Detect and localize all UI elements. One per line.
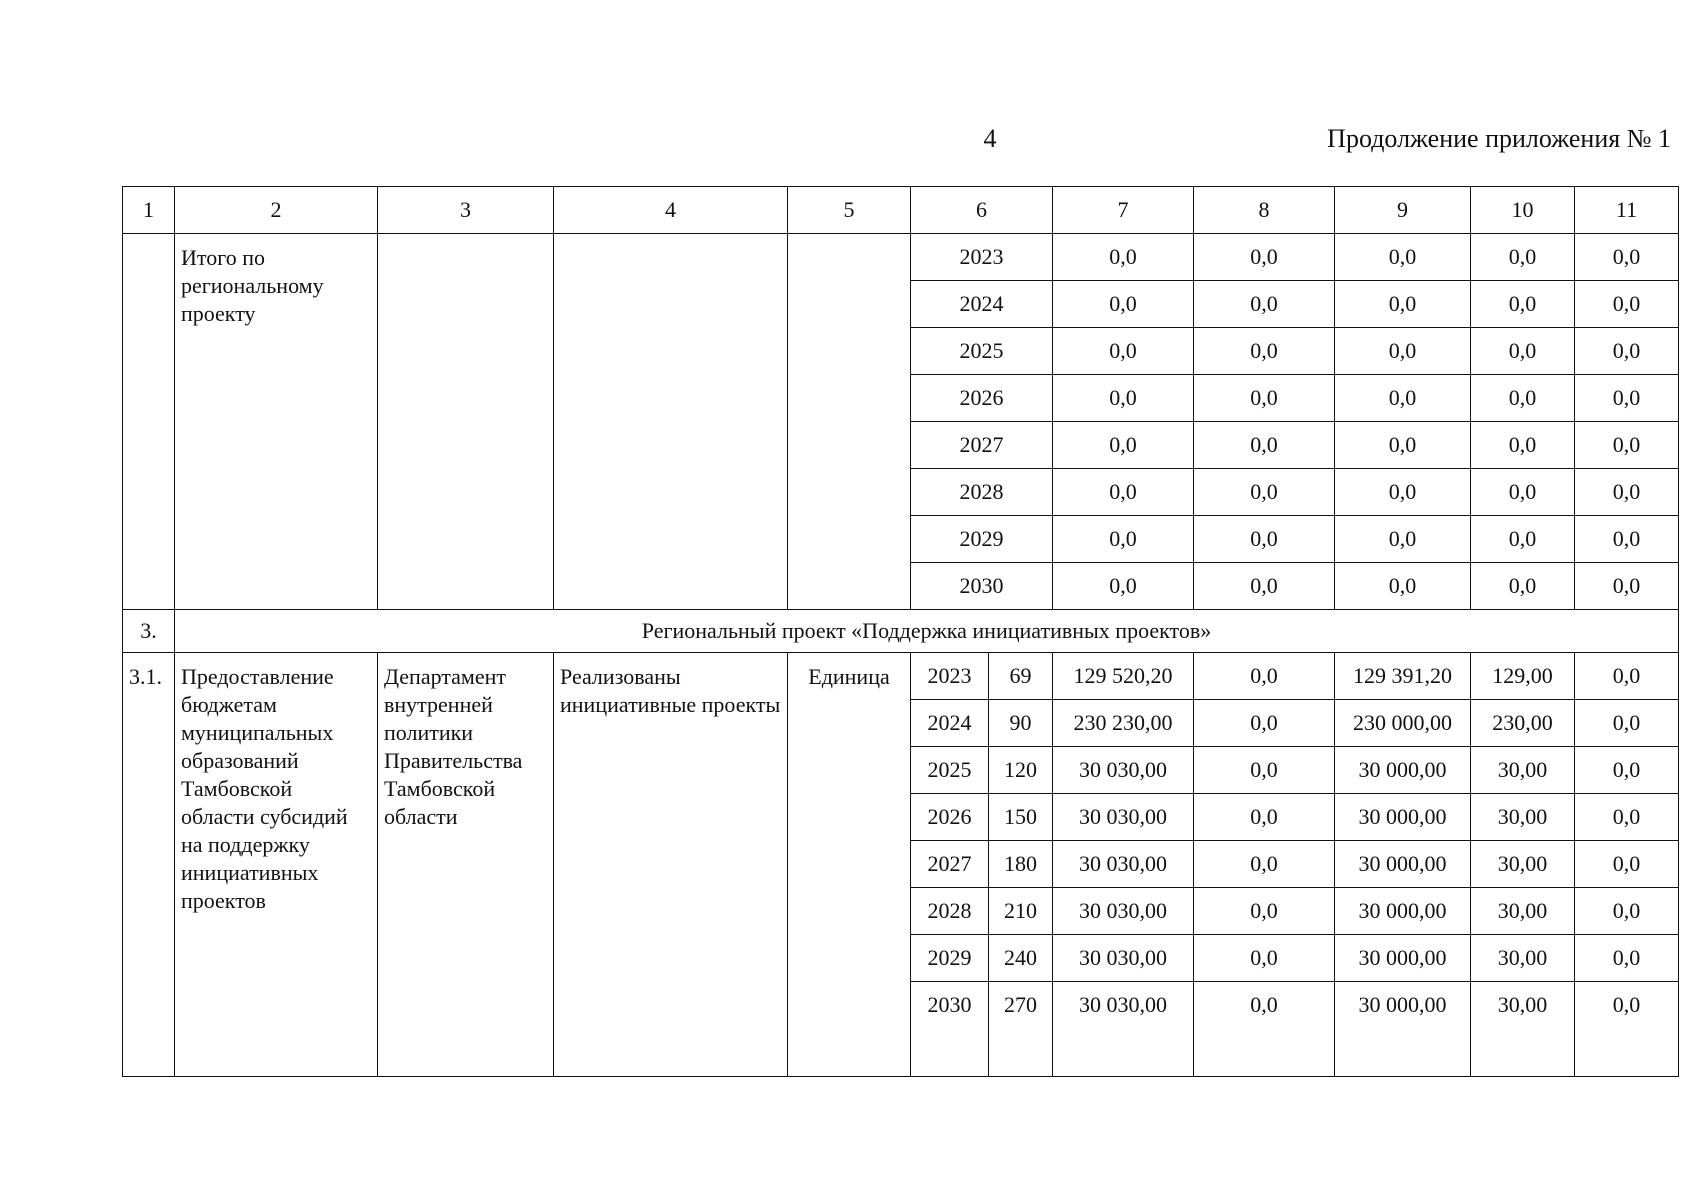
value-cell: 30 000,00 — [1335, 935, 1471, 982]
value-cell: 0,0 — [1575, 281, 1679, 328]
col-header: 6 — [911, 187, 1053, 234]
indicator-cell: Реализованы инициативные проекты — [554, 653, 788, 1077]
col-header: 8 — [1194, 187, 1335, 234]
value-cell: 0,0 — [1335, 234, 1471, 281]
value-cell: 0,0 — [1575, 234, 1679, 281]
indicator-value-cell: 90 — [989, 700, 1053, 747]
value-cell: 30 030,00 — [1053, 794, 1194, 841]
value-cell: 0,0 — [1194, 516, 1335, 563]
year-cell: 2023 — [911, 653, 989, 700]
value-cell: 30 030,00 — [1053, 935, 1194, 982]
year-cell: 2026 — [911, 794, 989, 841]
section-number: 3. — [123, 610, 175, 653]
executor-cell — [378, 234, 554, 610]
value-cell: 0,0 — [1053, 234, 1194, 281]
value-cell: 0,0 — [1335, 469, 1471, 516]
value-cell: 0,0 — [1575, 516, 1679, 563]
value-cell: 0,0 — [1194, 747, 1335, 794]
value-cell: 0,0 — [1335, 328, 1471, 375]
value-cell: 0,0 — [1335, 281, 1471, 328]
col-header: 7 — [1053, 187, 1194, 234]
value-cell: 0,0 — [1471, 234, 1575, 281]
value-cell: 0,0 — [1194, 281, 1335, 328]
value-cell: 0,0 — [1053, 281, 1194, 328]
value-cell: 30,00 — [1471, 935, 1575, 982]
year-cell: 2026 — [911, 375, 1053, 422]
value-cell: 30 000,00 — [1335, 982, 1471, 1077]
year-cell: 2023 — [911, 234, 1053, 281]
indicator-value-cell: 150 — [989, 794, 1053, 841]
value-cell: 0,0 — [1471, 328, 1575, 375]
header-row — [123, 187, 1679, 234]
value-cell: 230 230,00 — [1053, 700, 1194, 747]
value-cell: 0,0 — [1194, 841, 1335, 888]
value-cell: 0,0 — [1471, 422, 1575, 469]
value-cell: 0,0 — [1575, 653, 1679, 700]
year-cell: 2029 — [911, 516, 1053, 563]
year-cell: 2030 — [911, 563, 1053, 610]
value-cell: 0,0 — [1335, 422, 1471, 469]
value-cell: 230,00 — [1471, 700, 1575, 747]
table-row — [123, 653, 1679, 700]
year-cell: 2027 — [911, 422, 1053, 469]
value-cell: 0,0 — [1575, 747, 1679, 794]
row-number-cell — [123, 234, 175, 610]
indicator-value-cell: 210 — [989, 888, 1053, 935]
col-header: 11 — [1575, 187, 1679, 234]
indicator-value-cell: 180 — [989, 841, 1053, 888]
value-cell: 0,0 — [1194, 700, 1335, 747]
unit-cell — [788, 234, 911, 610]
value-cell: 30,00 — [1471, 794, 1575, 841]
unit-cell: Единица — [788, 653, 911, 1077]
value-cell: 0,0 — [1335, 516, 1471, 563]
value-cell: 0,0 — [1194, 982, 1335, 1077]
value-cell: 0,0 — [1471, 469, 1575, 516]
value-cell: 30,00 — [1471, 841, 1575, 888]
value-cell: 0,0 — [1194, 563, 1335, 610]
indicator-cell — [554, 234, 788, 610]
value-cell: 0,0 — [1471, 516, 1575, 563]
value-cell: 0,0 — [1053, 375, 1194, 422]
value-cell: 0,0 — [1575, 563, 1679, 610]
data-table — [122, 186, 1679, 1077]
value-cell: 0,0 — [1194, 234, 1335, 281]
value-cell: 30 000,00 — [1335, 794, 1471, 841]
value-cell: 0,0 — [1471, 563, 1575, 610]
value-cell: 0,0 — [1575, 982, 1679, 1077]
col-header: 10 — [1471, 187, 1575, 234]
value-cell: 30 030,00 — [1053, 747, 1194, 794]
value-cell: 0,0 — [1575, 422, 1679, 469]
value-cell: 0,0 — [1335, 375, 1471, 422]
value-cell: 0,0 — [1194, 794, 1335, 841]
value-cell: 129 391,20 — [1335, 653, 1471, 700]
value-cell: 30 030,00 — [1053, 841, 1194, 888]
value-cell: 0,0 — [1471, 281, 1575, 328]
value-cell: 0,0 — [1053, 563, 1194, 610]
row-name-cell: Итого по региональному проекту — [175, 234, 378, 610]
appendix-note: Продолжение приложения № 1 — [1327, 124, 1671, 153]
value-cell: 0,0 — [1335, 563, 1471, 610]
value-cell: 0,0 — [1194, 328, 1335, 375]
value-cell: 30 030,00 — [1053, 888, 1194, 935]
col-header: 1 — [123, 187, 175, 234]
year-cell: 2030 — [911, 982, 989, 1077]
value-cell: 0,0 — [1575, 841, 1679, 888]
value-cell: 129 520,20 — [1053, 653, 1194, 700]
year-cell: 2028 — [911, 469, 1053, 516]
col-header: 2 — [175, 187, 378, 234]
year-cell: 2025 — [911, 747, 989, 794]
value-cell: 0,0 — [1575, 328, 1679, 375]
value-cell: 30,00 — [1471, 888, 1575, 935]
value-cell: 0,0 — [1471, 375, 1575, 422]
value-cell: 0,0 — [1053, 469, 1194, 516]
table-row — [123, 234, 1679, 281]
year-cell: 2028 — [911, 888, 989, 935]
value-cell: 0,0 — [1053, 422, 1194, 469]
value-cell: 30,00 — [1471, 747, 1575, 794]
value-cell: 0,0 — [1575, 935, 1679, 982]
indicator-value-cell: 270 — [989, 982, 1053, 1077]
col-header: 5 — [788, 187, 911, 234]
value-cell: 230 000,00 — [1335, 700, 1471, 747]
value-cell: 0,0 — [1194, 375, 1335, 422]
indicator-value-cell: 120 — [989, 747, 1053, 794]
value-cell: 30 000,00 — [1335, 747, 1471, 794]
year-cell: 2025 — [911, 328, 1053, 375]
value-cell: 0,0 — [1194, 653, 1335, 700]
col-header: 4 — [554, 187, 788, 234]
section-title: Региональный проект «Поддержка инициативных проектов» — [175, 610, 1679, 653]
value-cell: 30 000,00 — [1335, 841, 1471, 888]
value-cell: 30 030,00 — [1053, 982, 1194, 1077]
value-cell: 0,0 — [1194, 935, 1335, 982]
section-row — [123, 610, 1679, 653]
indicator-value-cell: 69 — [989, 653, 1053, 700]
value-cell: 129,00 — [1471, 653, 1575, 700]
value-cell: 30,00 — [1471, 982, 1575, 1077]
value-cell: 0,0 — [1575, 469, 1679, 516]
value-cell: 0,0 — [1575, 700, 1679, 747]
year-cell: 2029 — [911, 935, 989, 982]
row-number-cell: 3.1. — [123, 653, 175, 1077]
page-number: 4 — [983, 124, 997, 153]
indicator-value-cell: 240 — [989, 935, 1053, 982]
year-cell: 2027 — [911, 841, 989, 888]
value-cell: 0,0 — [1053, 328, 1194, 375]
value-cell: 0,0 — [1053, 516, 1194, 563]
value-cell: 0,0 — [1575, 888, 1679, 935]
value-cell: 0,0 — [1194, 422, 1335, 469]
col-header: 3 — [378, 187, 554, 234]
col-header: 9 — [1335, 187, 1471, 234]
row-name-cell: Предоставление бюджетам муниципальных образований Тамбовской области субсидий на поддержку инициативных проектов — [175, 653, 378, 1077]
value-cell: 0,0 — [1194, 469, 1335, 516]
year-cell: 2024 — [911, 281, 1053, 328]
value-cell: 0,0 — [1575, 794, 1679, 841]
table-body — [123, 187, 1679, 1077]
value-cell: 0,0 — [1575, 375, 1679, 422]
value-cell: 30 000,00 — [1335, 888, 1471, 935]
year-cell: 2024 — [911, 700, 989, 747]
value-cell: 0,0 — [1194, 888, 1335, 935]
executor-cell: Департамент внутренней политики Правительства Тамбовской области — [378, 653, 554, 1077]
